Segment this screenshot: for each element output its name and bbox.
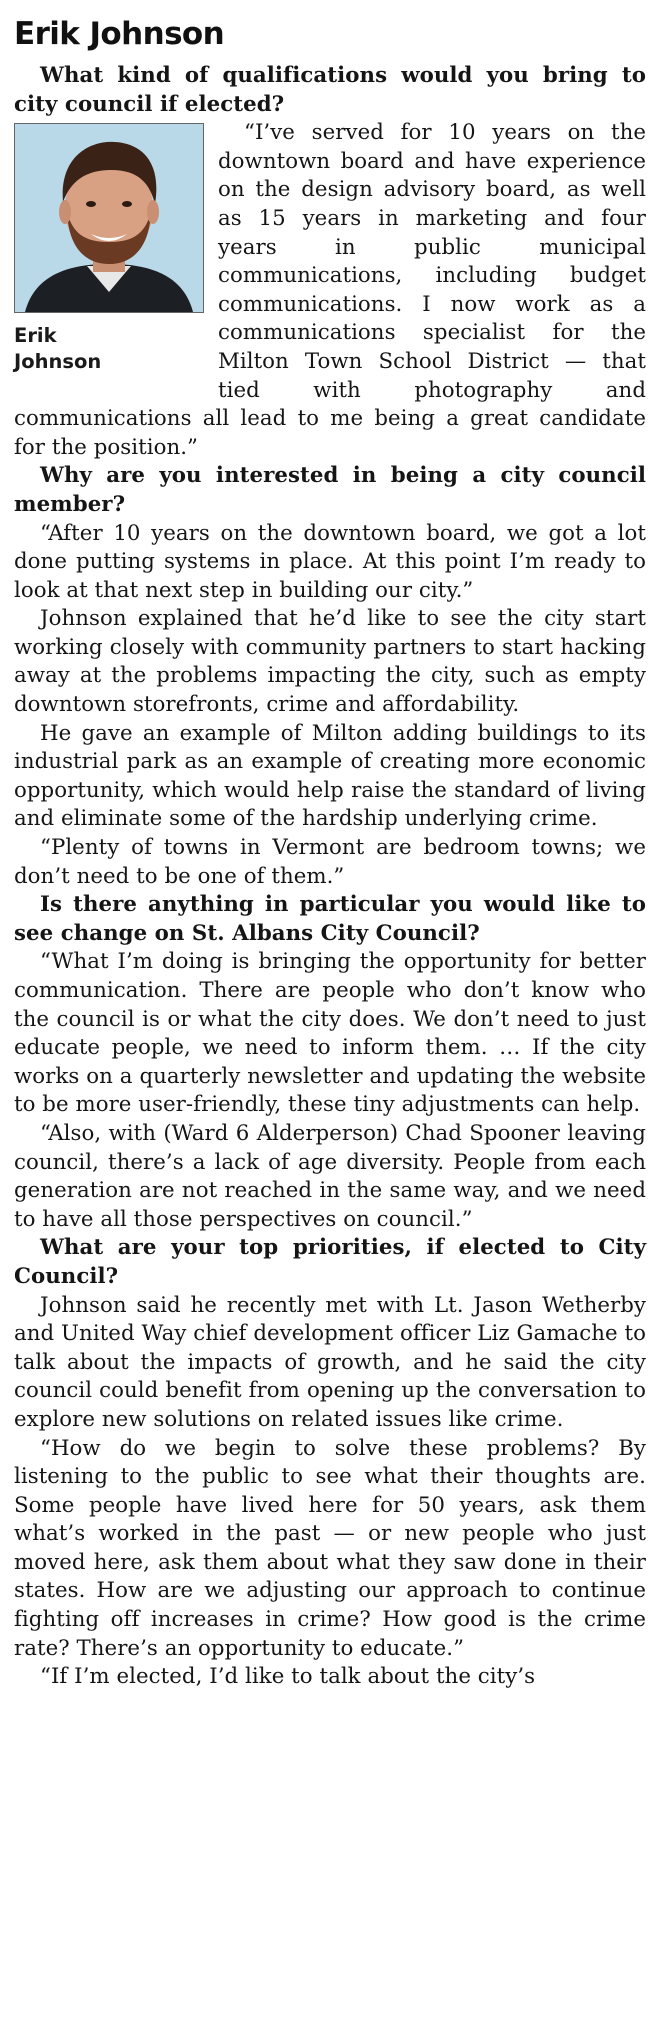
- caption-first-name: Erik: [14, 324, 57, 348]
- portrait-illustration: [15, 124, 203, 312]
- question-priorities: What are your top priorities, if elected to City Council?: [14, 1235, 646, 1289]
- answer-change-communication: “What I’m doing is bringing the opportunity for better communication. There are people who don’t know who the council is or what the city does. We don’t need to just educate people, we need to inform them. … If the city works on a quarterly newsletter and updating the website to be more user-friendly, these tiny adjustments can help.: [14, 949, 646, 1118]
- answer-priorities-listening: “How do we begin to solve these problems? By listening to the public to see what their thoughts are. Some people have lived here for 50 years, ask them what’s worked in the past — or new people who just moved here, ask them about what they saw done in their states. How are we adjusting our approach to continue fighting off increases in crime? How good is the crime rate? There’s an opportunity to educate.”: [14, 1435, 646, 1661]
- answer-interest-bedroom-towns: “Plenty of towns in Vermont are bedroom towns; we don’t need to be one of them.”: [14, 835, 646, 889]
- answer-interest-quote: “After 10 years on the downtown board, we got a lot done putting systems in place. At this point I’m ready to look at that next step in building our city.”: [14, 520, 646, 603]
- answer-interest-milton: He gave an example of Milton adding buildings to its industrial park as an example of creating more economic opportunity, which would help raise the standard of living and eliminate some of the hardship underlying crime.: [14, 720, 646, 832]
- answer-priorities-elected: “If I’m elected, I’d like to talk about the city’s: [40, 1664, 536, 1690]
- answer-qualifications: “I’ve served for 10 years on the downtown board and have experience on the design advisory board, as well as 15 years in marketing and four years in public municipal communications, including budget communications. I now work as a communications specialist for the Milton Town School District — that tied with photography and communications all lead to me being a great candidate for the position.”: [14, 120, 646, 460]
- portrait-caption: [14, 323, 204, 375]
- question-interest: Why are you interested in being a city council member?: [14, 463, 646, 517]
- portrait-photo: [14, 123, 204, 313]
- question-qualifications: What kind of qualifications would you bring to city council if elected?: [14, 63, 646, 117]
- portrait-figure: [14, 123, 204, 375]
- answer-priorities-meeting: Johnson said he recently met with Lt. Jason Wetherby and United Way chief development officer Liz Gamache to talk about the impacts of growth, and he said the city council could benefit from opening up the conversation to explore new solutions on related issues like crime.: [14, 1292, 646, 1432]
- headline: Erik Johnson: [14, 16, 225, 52]
- answer-interest-partners: Johnson explained that he’d like to see the city start working closely with community partners to start hacking away at the problems impacting the city, such as empty downtown storefronts, crime and affordability.: [14, 606, 646, 718]
- caption-last-name: Johnson: [14, 350, 102, 374]
- question-change: Is there anything in particular you would like to see change on St. Albans City Council?: [14, 892, 646, 946]
- answer-change-age-diversity: “Also, with (Ward 6 Alderperson) Chad Spooner leaving council, there’s a lack of age diversity. People from each generation are not reached in the same way, and we need to have all those perspectives on council.”: [14, 1120, 646, 1232]
